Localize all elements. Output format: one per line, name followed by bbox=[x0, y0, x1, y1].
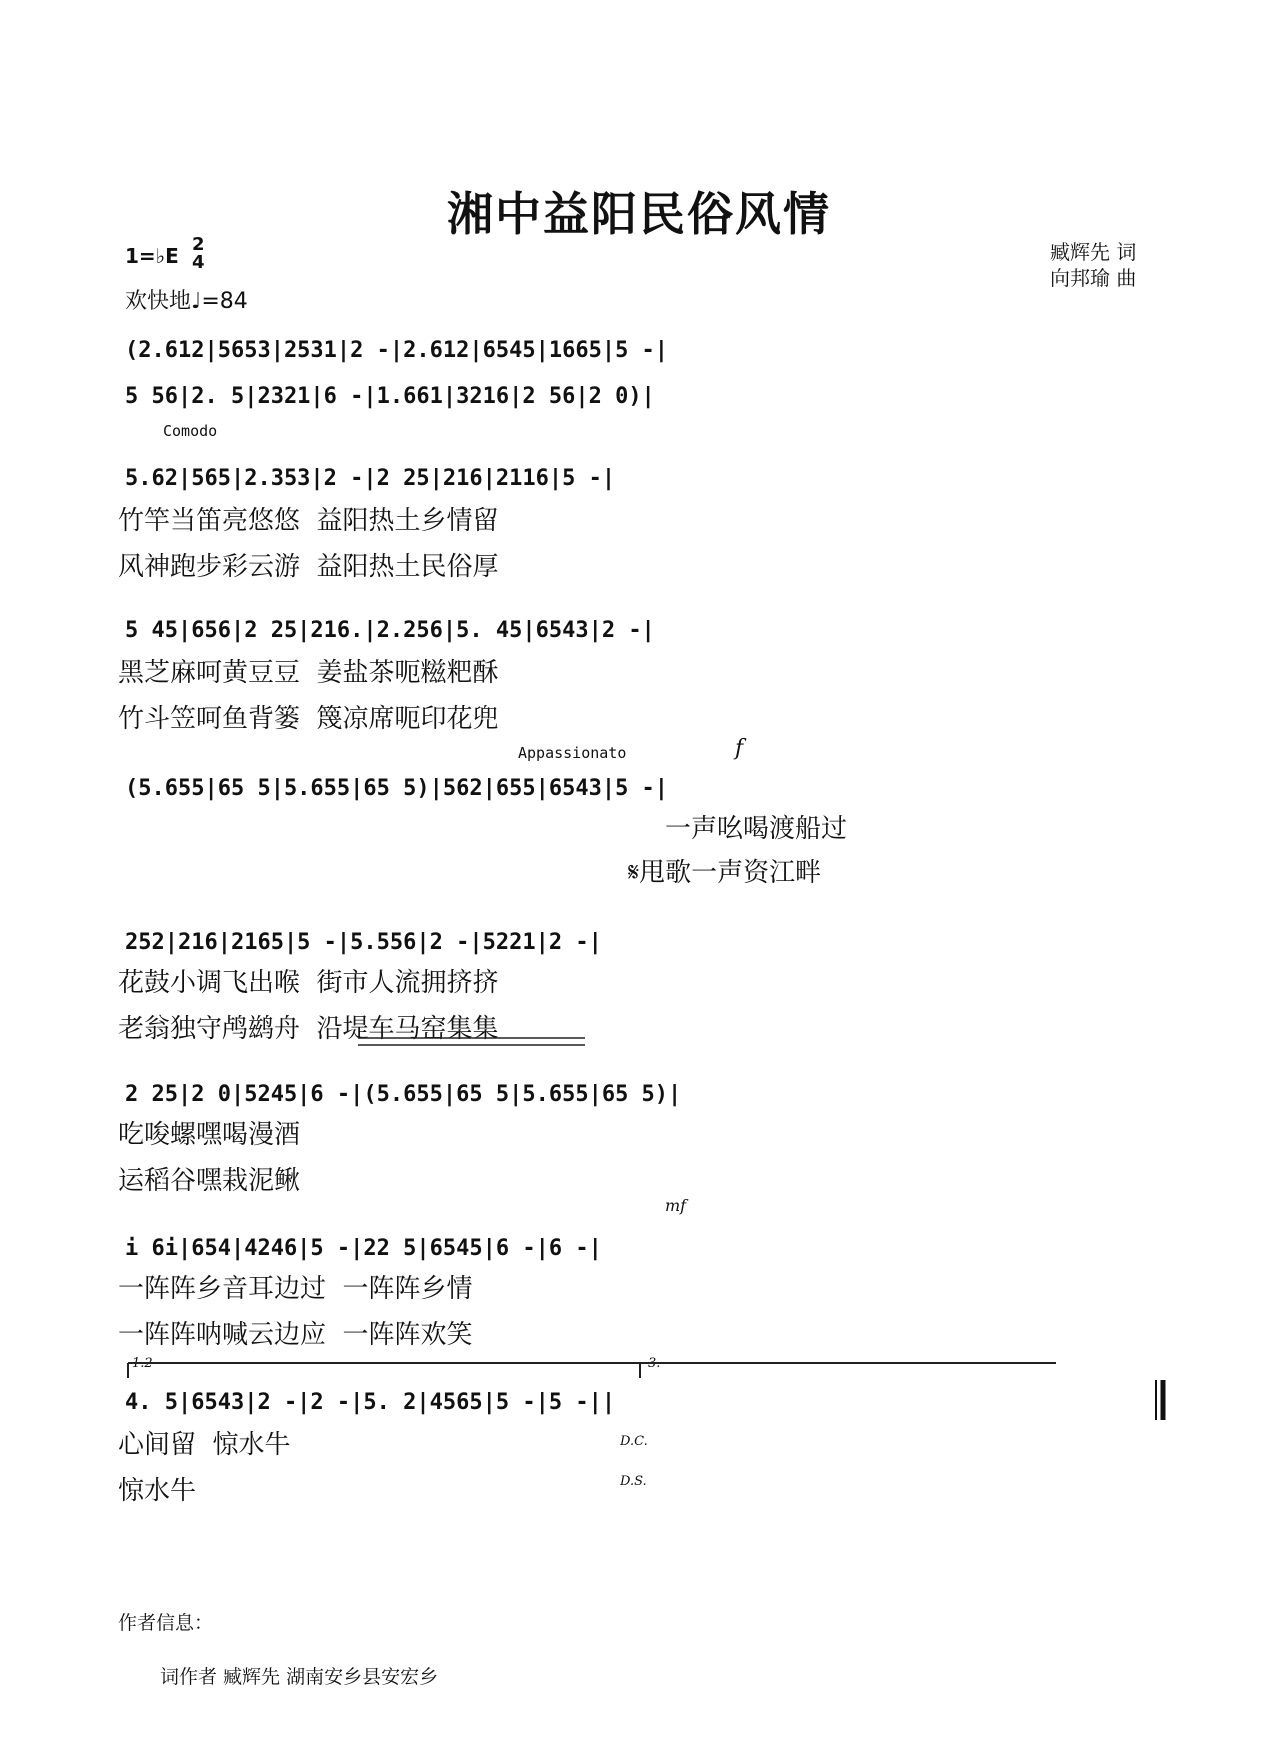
system-5-lyric-1: 一声吆喝渡船过 bbox=[665, 814, 848, 844]
system-5-notes: (5.655|65 5|5.655|65 5)|562|655|6543|5 -| bbox=[125, 776, 669, 801]
footer-heading: 作者信息： bbox=[118, 1612, 214, 1634]
dynamic-mf: mf bbox=[665, 1196, 687, 1215]
dc-mark: D.C. bbox=[620, 1434, 648, 1449]
system-9-lyric-2: 惊水牛 bbox=[118, 1476, 197, 1506]
system-7-notes: 2 25|2 0|5245|6 -|(5.655|65 5|5.655|65 5)| bbox=[125, 1082, 682, 1107]
system-3-lyric-1: 竹竿当笛亮悠悠 益阳热土乡情留 bbox=[118, 506, 499, 536]
system-4-lyric-2: 竹斗笠呵鱼背篓 篾凉席呃印花兜 bbox=[118, 704, 499, 734]
system-9-notes: 4. 5|6543|2 -|2 -|5. 2|4565|5 -|5 -|| bbox=[125, 1390, 616, 1415]
system-3-notes: 5.62|565|2.353|2 -|2 25|216|2116|5 -| bbox=[125, 466, 616, 491]
system-2-notes: 5 56|2. 5|2321|6 -|1.661|3216|2 56|2 0)| bbox=[125, 384, 655, 409]
time-signature-bottom: 4 bbox=[192, 252, 205, 273]
system-8-notes: i 6i|654|4246|5 -|22 5|6545|6 -|6 -| bbox=[125, 1236, 602, 1261]
system-8-lyric-1: 一阵阵乡音耳边过 一阵阵乡情 bbox=[118, 1274, 473, 1304]
system-7-lyric-2: 运稻谷嘿栽泥鳅 bbox=[118, 1166, 301, 1196]
system-5-lyric-2: 𝄋甩歌一声资江畔 bbox=[628, 858, 822, 888]
system-3-lyric-2: 风神跑步彩云游 益阳热土民俗厚 bbox=[118, 552, 499, 582]
footer-lyricist-line: 词作者 臧辉先 湖南安乡县安宏乡 bbox=[160, 1666, 439, 1688]
tempo-marking: 欢快地♩=84 bbox=[125, 289, 248, 314]
composer-credit: 向邦瑜 曲 bbox=[1050, 266, 1137, 290]
key-signature: 1=♭E bbox=[125, 244, 179, 268]
term-comodo: Comodo bbox=[163, 422, 218, 440]
system-7-lyric-1: 吃唆螺嘿喝漫酒 bbox=[118, 1120, 301, 1150]
system-6-lyric-1: 花鼓小调飞出喉 街市人流拥挤挤 bbox=[118, 968, 499, 998]
ds-mark: D.S. bbox=[620, 1474, 647, 1489]
dynamic-f: f bbox=[735, 736, 744, 761]
system-6-lyric-2: 老翁独守鸬鹚舟 沿堤车马窑集集 bbox=[118, 1014, 499, 1044]
system-9-lyric-1: 心间留 惊水牛 bbox=[118, 1430, 291, 1460]
system-8-lyric-2: 一阵阵呐喊云边应 一阵阵欢笑 bbox=[118, 1320, 473, 1350]
song-title: 湘中益阳民俗风情 bbox=[447, 187, 831, 241]
time-signature-top: 2 bbox=[192, 234, 205, 255]
system-4-lyric-1: 黑芝麻呵黄豆豆 姜盐茶呃糍粑酥 bbox=[118, 658, 499, 688]
volta-1-2: 1.2 bbox=[132, 1356, 153, 1371]
term-appassionato: Appassionato bbox=[518, 744, 627, 762]
volta-3: 3. bbox=[648, 1356, 661, 1371]
system-6-notes: 252|216|2165|5 -|5.556|2 -|5221|2 -| bbox=[125, 930, 602, 955]
system-1-notes: (2.612|5653|2531|2 -|2.612|6545|1665|5 -| bbox=[125, 338, 669, 363]
lyricist-credit: 臧辉先 词 bbox=[1050, 240, 1137, 264]
system-4-notes: 5 45|656|2 25|216.|2.256|5. 45|6543|2 -| bbox=[125, 618, 655, 643]
